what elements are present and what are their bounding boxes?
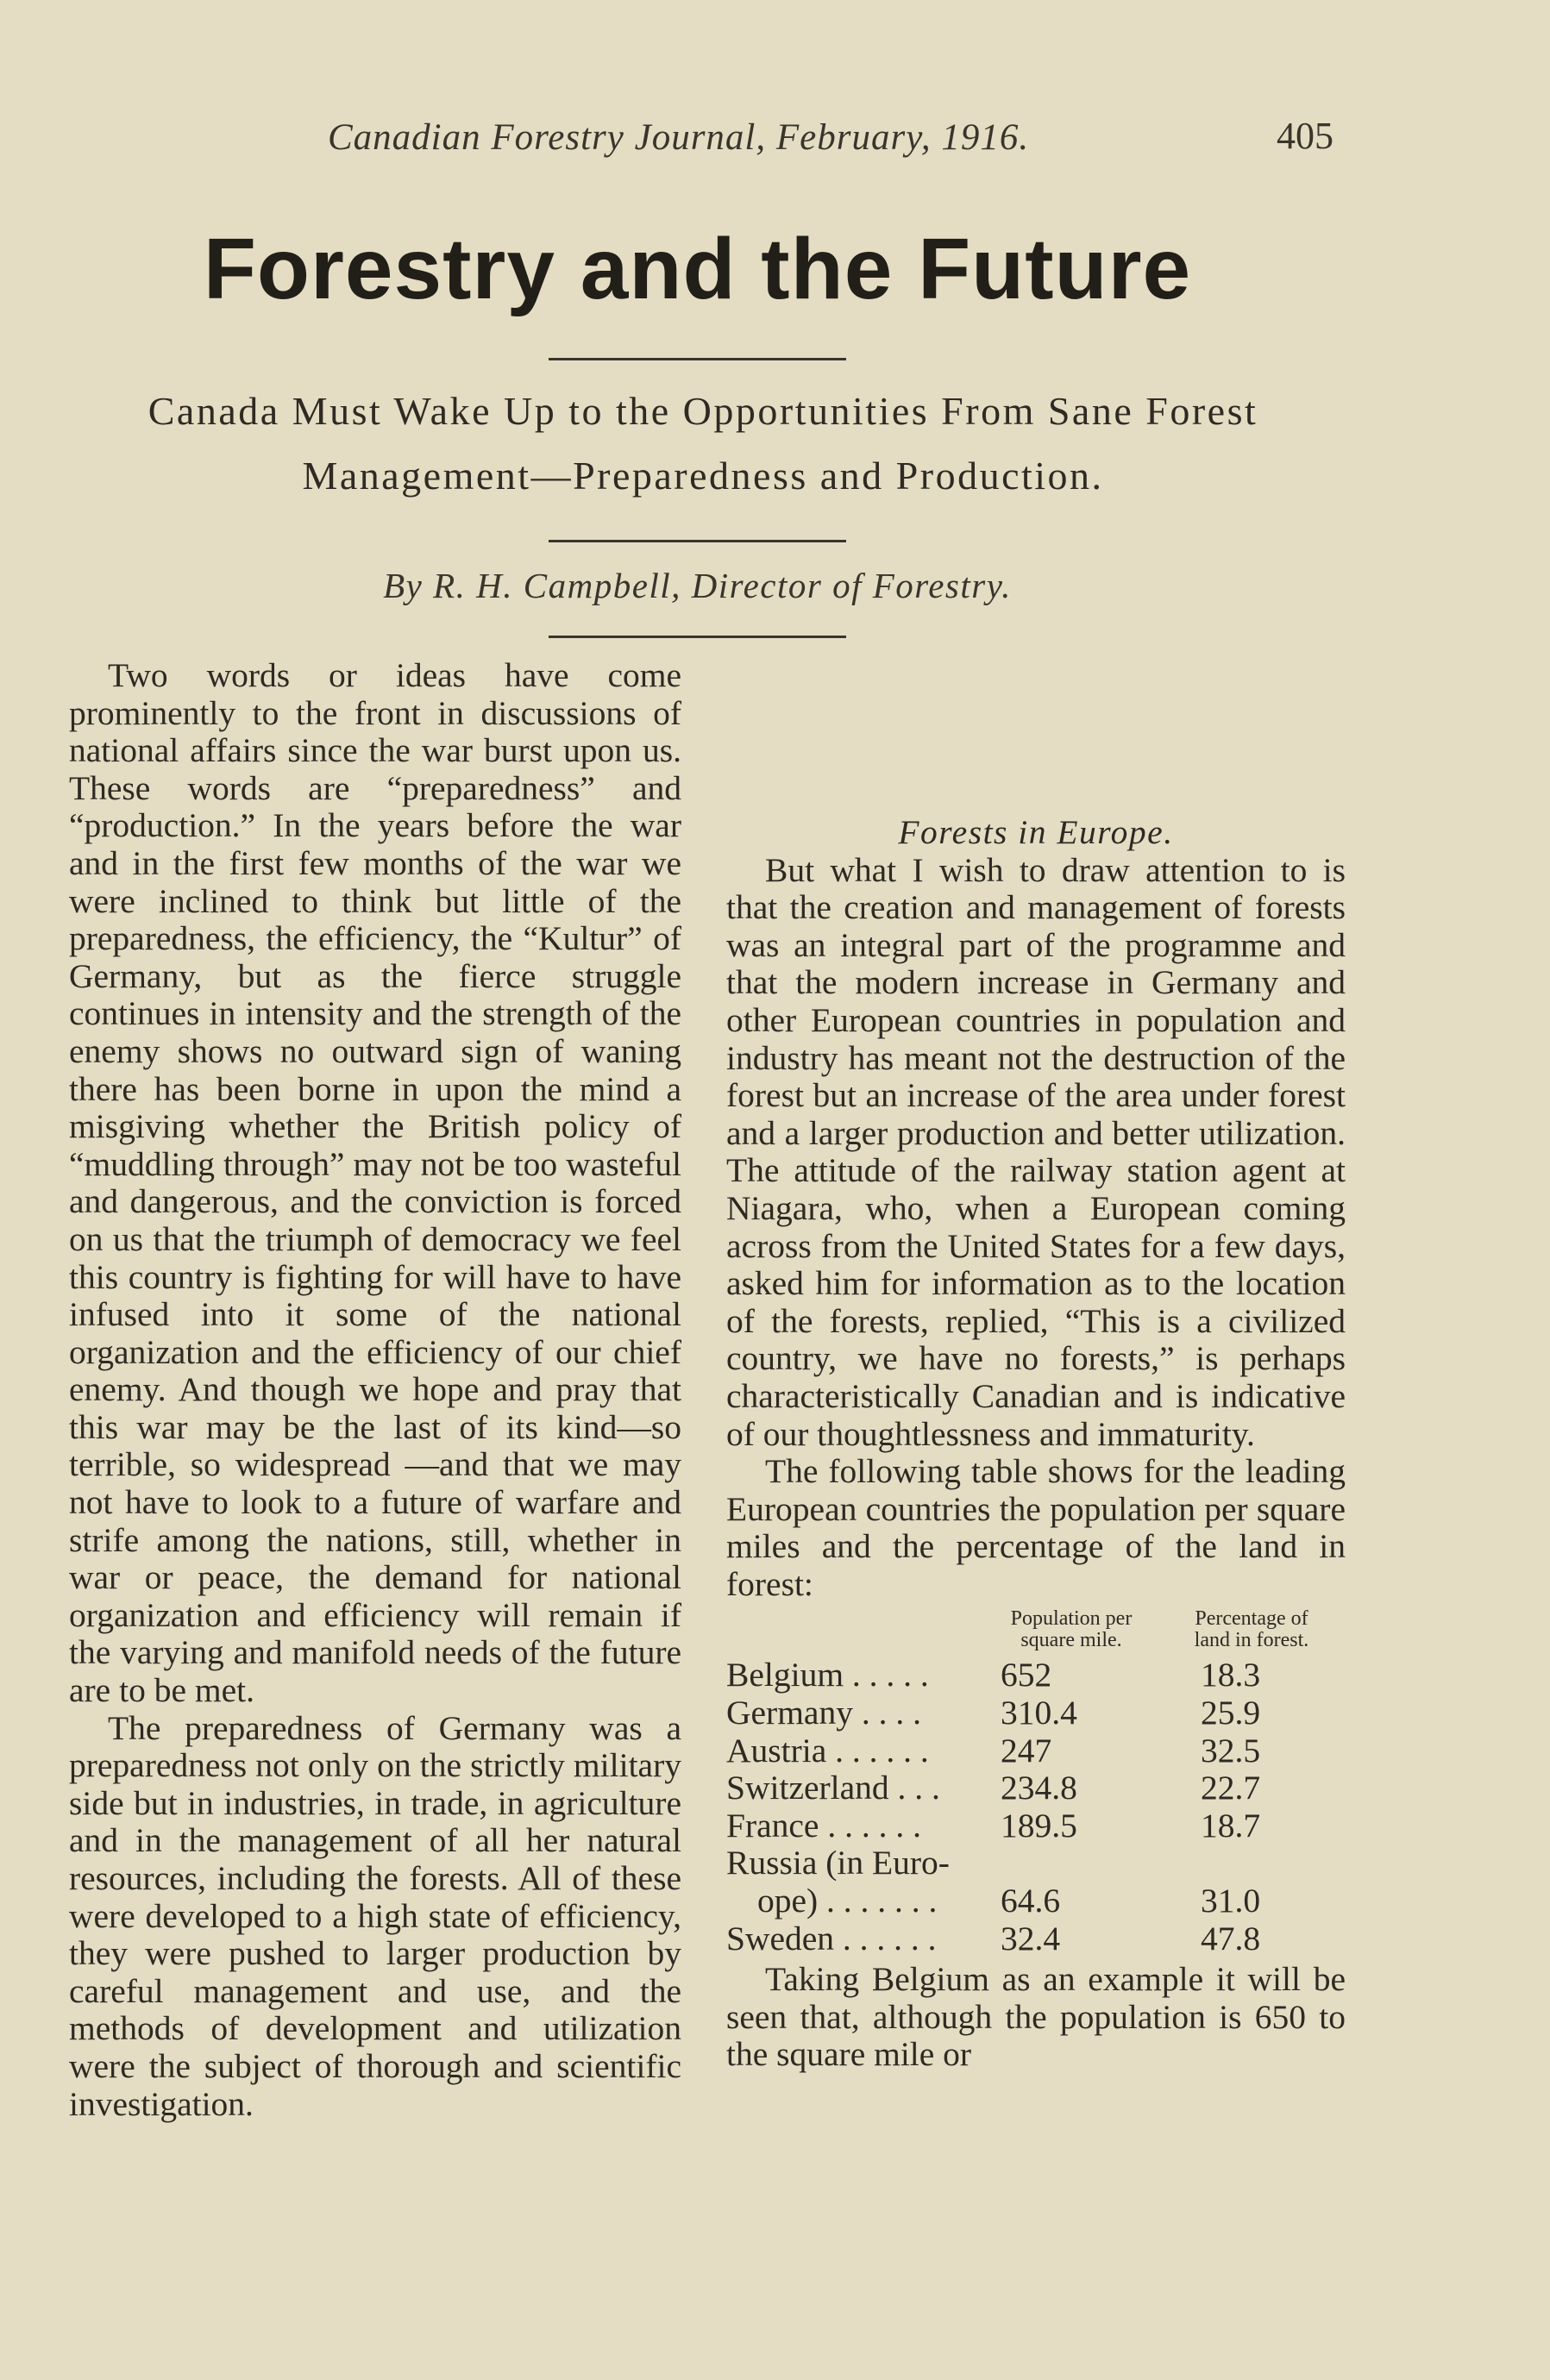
country-cell: Sweden . . . . . . (726, 1919, 937, 1957)
byline-divider (549, 636, 846, 638)
forest-percent-cell: 18.3 (1201, 1656, 1261, 1694)
article-title: Forestry and the Future (203, 221, 1192, 317)
table-row-continuation (726, 1882, 1346, 1920)
forest-percent-cell: 22.7 (1201, 1769, 1261, 1807)
population-cell: 64.6 (1001, 1882, 1061, 1920)
percent-header-line2: land in forest. (1194, 1629, 1309, 1652)
article-subtitle-line2: Management—Preparedness and Production. (302, 454, 1104, 498)
table-row (726, 1694, 1346, 1732)
forest-percent-column-header (1158, 1608, 1346, 1657)
body-paragraph-4: The following table shows for the leading European countries the population per square miles and the percentage of the land in forest: (726, 1452, 1346, 1603)
table-row (726, 1769, 1346, 1807)
article-subtitle-line1: Canada Must Wake Up to the Opportunities From Sane Forest (147, 389, 1258, 433)
table-row (726, 1845, 1346, 1882)
left-column (69, 657, 681, 2123)
table-header-row (726, 1608, 1346, 1657)
country-cell: Germany . . . . (726, 1694, 921, 1732)
section-heading: Forests in Europe. (898, 813, 1174, 851)
forest-percent-cell: 47.8 (1201, 1919, 1261, 1957)
body-paragraph-5: Taking Belgium as an example it will be seen that, although the population is 650 to the square mile or (726, 1960, 1346, 2074)
forest-percent-cell: 31.0 (1201, 1882, 1261, 1920)
population-column-header (985, 1608, 1158, 1657)
title-divider (549, 358, 846, 360)
table-row (726, 1657, 1346, 1694)
forest-percent-cell: 32.5 (1201, 1731, 1261, 1769)
population-cell: 247 (1001, 1731, 1052, 1769)
subtitle-divider (549, 540, 846, 542)
body-paragraph-1: Two words or ideas have come prominently to the front in discussions of national affairs since the war burst upon us. These words are “preparedness” and “production.” In the years before the war and in the first few months of the war we were inclined to think but little of the preparedness, the efficiency, the “Kultur” of Germany, but as the fierce struggle continues in intensity and the strength of the enemy shows no outward sign of waning there has been borne in upon the mind a misgiving whether the British policy of “muddling through” may not be too wasteful and dangerous, and the conviction is forced on us that the triumph of democracy we feel this country is fighting for will have to have infused into it some of the national organization and the efficiency of our chief enemy. And though we hope and pray that this war may be the last of its kind—so terrible, so widespread —and that we may not have to look to a future of warfare and strife among the nations, still, whether in war or peace, the demand for national organization and efficiency will remain if the varying and manifold needs of the future are to be met. (69, 656, 681, 1710)
population-header-line2: square mile. (1020, 1629, 1122, 1652)
forest-statistics-table (726, 1608, 1346, 1957)
population-cell: 310.4 (1001, 1694, 1077, 1732)
country-cell: France . . . . . . (726, 1806, 921, 1845)
table-row (726, 1807, 1346, 1845)
table-row (726, 1920, 1346, 1958)
population-header-line1: Population per (1010, 1607, 1133, 1631)
population-cell: 32.4 (1001, 1919, 1061, 1957)
page-number: 405 (1277, 115, 1334, 157)
forest-percent-cell: 18.7 (1201, 1806, 1261, 1845)
population-cell: 234.8 (1001, 1769, 1077, 1807)
running-header: Canadian Forestry Journal, February, 1916. (328, 117, 1030, 158)
article-byline: By R. H. Campbell, Director of Forestry. (383, 566, 1012, 605)
right-column (726, 657, 1346, 2074)
country-cell: Russia (in Euro- (726, 1844, 950, 1882)
population-cell: 652 (1001, 1656, 1052, 1694)
body-paragraph-2: The preparedness of Germany was a preparedness not only on the strictly military side but in industries, in trade, in agriculture and in the management of all her natural resources, including the forests. All of these were developed to a high state of efficiency, they were pushed to larger production by careful management and use, and the methods of development and utilization were the subject of thorough and scientific investigation. (69, 1708, 681, 2123)
forest-percent-cell: 25.9 (1201, 1694, 1261, 1732)
percent-header-line1: Percentage of (1195, 1607, 1308, 1631)
population-cell: 189.5 (1001, 1806, 1077, 1845)
body-paragraph-3: But what I wish to draw attention to is that the creation and management of forests was an integral part of the programme and that the modern increase in Germany and other European countries in population and industry has meant not the destruction of the forest but an increase of the area under forest and a larger production and better utilization. The attitude of the railway station agent at Niagara, who, when a European coming across from the United States for a few days, asked him for information as to the location of the forests, replied, “This is a civilized country, we have no forests,” is perhaps characteristically Canadian and is indicative of our thoughtlessness and immaturity. (726, 850, 1346, 1453)
country-cell: Austria . . . . . . (726, 1731, 929, 1769)
country-cell: Switzerland . . . (726, 1769, 940, 1807)
country-cell-continued: ope) . . . . . . . (757, 1882, 938, 1920)
table-row (726, 1732, 1346, 1770)
country-cell: Belgium . . . . . (726, 1656, 929, 1694)
